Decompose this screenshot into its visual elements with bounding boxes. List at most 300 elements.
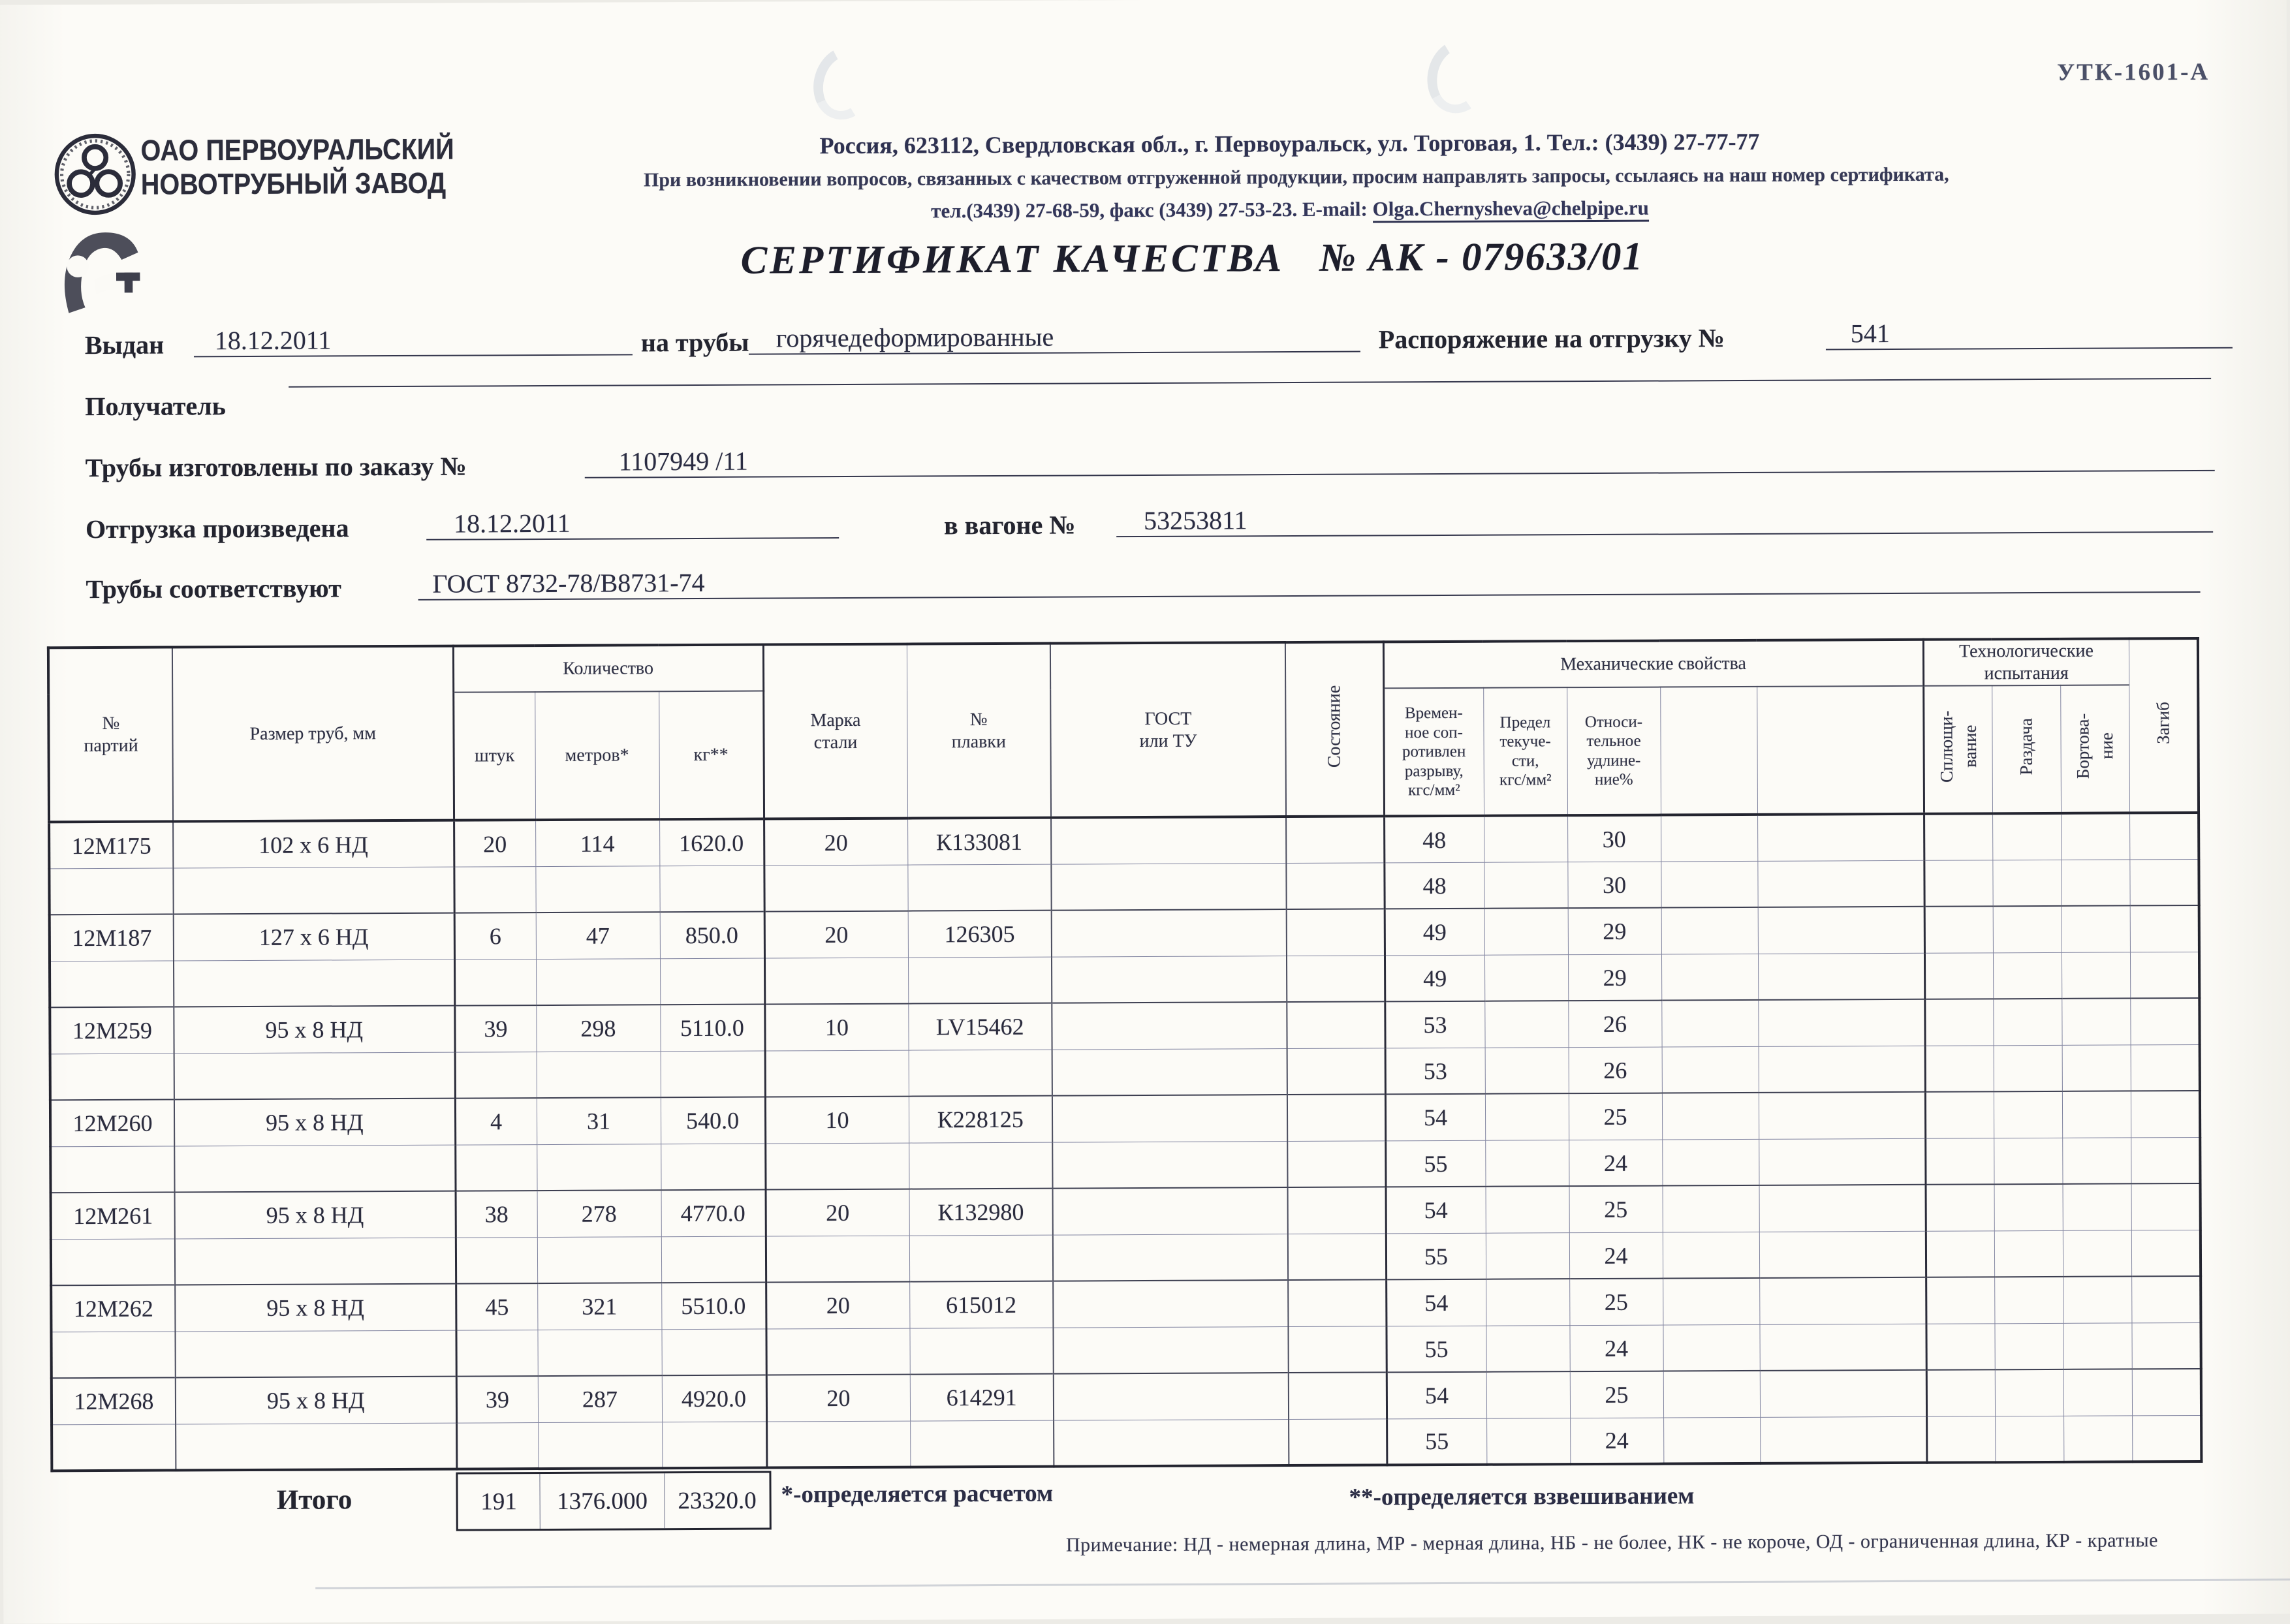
cell-steel-grade (766, 1236, 909, 1283)
cell-steel-grade (764, 865, 907, 912)
cell-blank-2 (1759, 1231, 1926, 1278)
cell-steel-grade (766, 1328, 909, 1375)
cell-blank-2 (1757, 814, 1924, 861)
col-header-flanging (2060, 685, 2129, 813)
cell-expansion (1995, 1369, 2063, 1416)
cell-gost (1053, 1234, 1288, 1281)
cell-state (1288, 1234, 1386, 1281)
cell-bend (2130, 998, 2199, 1044)
cell-yield (1484, 1001, 1568, 1048)
cell-blank-2 (1758, 907, 1924, 954)
cell-pieces: 4 (455, 1098, 537, 1145)
cell-batch: 12М260 (50, 1100, 174, 1147)
cell-expansion (1993, 999, 2062, 1045)
cell-steel-grade (765, 1143, 909, 1190)
cell-kg: 5110.0 (660, 1005, 764, 1052)
cell-flattening (1925, 1046, 1994, 1092)
cell-bend (2132, 1369, 2201, 1415)
flanging-vertical-label: Бортова- ние (2073, 713, 2117, 779)
title-main: СЕРТИФИКАТ КАЧЕСТВА (740, 236, 1285, 283)
cell-kg: 5510.0 (661, 1283, 766, 1330)
cell-size (175, 1238, 456, 1285)
cell-meters: 321 (537, 1283, 661, 1330)
cell-yield (1486, 1186, 1569, 1233)
col-header-blank-2 (1757, 686, 1924, 815)
cell-heat-number (907, 864, 1051, 911)
cell-yield (1485, 1047, 1569, 1094)
cell-elongation: 29 (1568, 908, 1661, 955)
cell-meters: 278 (537, 1191, 661, 1238)
cell-expansion (1993, 952, 2062, 999)
conform-value: ГОСТ 8732-78/В8731-74 (418, 561, 2200, 601)
cell-flattening (1924, 999, 1993, 1046)
cell-bend (2131, 1276, 2201, 1322)
cell-meters: 298 (536, 1005, 660, 1052)
cell-yield (1484, 815, 1567, 862)
col-header-kg: кг** (659, 691, 764, 820)
cell-flanging (2063, 1369, 2132, 1416)
totals-meters: 1376.000 (539, 1473, 664, 1529)
cell-heat-number (908, 957, 1052, 1004)
cell-bend (2132, 1415, 2201, 1461)
cell-tensile: 55 (1386, 1326, 1486, 1373)
cell-yield (1486, 1279, 1569, 1326)
cell-kg (661, 1144, 765, 1191)
cell-gost (1053, 1280, 1288, 1328)
cell-flanging (2063, 1323, 2131, 1369)
receiver-value (289, 378, 2211, 388)
cell-expansion (1995, 1416, 2063, 1462)
cell-blank-1 (1661, 861, 1757, 908)
cell-steel-grade: 10 (765, 1097, 909, 1144)
issued-label: Выдан (84, 330, 165, 360)
cell-size: 95 х 8 НД (175, 1191, 456, 1239)
cell-flattening (1925, 1092, 1994, 1138)
cell-expansion (1994, 1091, 2062, 1138)
cell-flanging (2062, 906, 2130, 952)
title-number: № АК - 079633/01 (1319, 234, 1644, 280)
expansion-vertical-label: Раздача (2016, 717, 2037, 775)
cell-gost (1052, 1141, 1287, 1189)
cell-flanging (2062, 1045, 2131, 1091)
cell-batch: 12М262 (51, 1285, 175, 1332)
rst-certification-mark-icon (57, 225, 149, 320)
cell-batch (52, 1424, 176, 1471)
cell-elongation: 25 (1569, 1279, 1663, 1326)
cell-pieces: 20 (454, 820, 535, 867)
cell-heat-number: 615012 (909, 1281, 1053, 1328)
cell-blank-2 (1759, 1046, 1925, 1093)
cell-bend (2131, 1091, 2200, 1137)
cell-steel-grade: 20 (766, 1282, 909, 1329)
cell-batch (50, 961, 174, 1008)
scan-edge-line (315, 1578, 2290, 1589)
cell-steel-grade: 20 (766, 1375, 910, 1422)
cell-state (1287, 956, 1385, 1003)
cell-blank-1 (1663, 1278, 1759, 1325)
conform-label: Трубы соответствуют (86, 573, 341, 604)
flattening-vertical-label: Сплющи- вание (1936, 710, 1980, 783)
cell-heat-number: 614291 (910, 1374, 1054, 1421)
cell-state (1288, 1326, 1386, 1373)
cell-state (1289, 1419, 1387, 1466)
col-header-tensile: Времен- ное соп- ротивлен разрыву, кгс/мм² (1383, 688, 1484, 817)
cell-kg (659, 866, 764, 913)
cell-elongation: 24 (1569, 1325, 1663, 1372)
cell-steel-grade (764, 958, 908, 1005)
cell-size (175, 1330, 456, 1378)
cell-heat-number: К228125 (909, 1096, 1052, 1143)
cell-gost (1053, 1326, 1288, 1374)
cell-pieces (455, 1052, 537, 1099)
cell-pieces (454, 866, 535, 913)
cell-bend (2131, 1230, 2201, 1276)
cell-yield (1486, 1325, 1569, 1372)
company-logo-icon (53, 133, 137, 220)
cell-tensile: 55 (1387, 1418, 1486, 1465)
col-group-quantity: Количество (453, 645, 763, 693)
cell-flanging (2063, 1277, 2131, 1323)
wagon-value: 53253811 (1116, 501, 2213, 537)
cell-kg: 4770.0 (661, 1190, 766, 1237)
cell-elongation: 30 (1567, 815, 1661, 862)
cell-heat-number (909, 1235, 1053, 1282)
cell-flattening (1924, 860, 1992, 907)
cell-pieces: 38 (456, 1191, 537, 1238)
cell-flanging (2061, 813, 2129, 860)
cell-yield (1484, 908, 1568, 955)
scan-artifact-arc (804, 38, 885, 127)
cell-flanging (2062, 1091, 2131, 1138)
cell-tensile: 54 (1385, 1094, 1485, 1141)
cell-yield (1486, 1418, 1570, 1465)
cell-pieces (456, 1330, 537, 1377)
cell-elongation: 25 (1569, 1093, 1662, 1140)
cell-state (1287, 1141, 1385, 1188)
cell-elongation: 25 (1570, 1371, 1663, 1418)
cell-blank-1 (1663, 1324, 1759, 1371)
form-code: УТК-1601-А (2056, 58, 2210, 86)
cell-elongation: 26 (1569, 1047, 1662, 1094)
address-line-3 (572, 195, 2008, 225)
col-header-meters: метров* (535, 692, 659, 820)
cell-meters: 31 (537, 1098, 661, 1145)
bend-vertical-label: Загиб (2153, 701, 2173, 744)
col-header-expansion (1992, 685, 2061, 813)
cell-meters: 287 (538, 1376, 662, 1423)
cell-state (1287, 1095, 1385, 1142)
cell-heat-number (909, 1050, 1052, 1097)
cell-flattening (1926, 1277, 1994, 1324)
cell-blank-1 (1663, 1232, 1759, 1279)
cell-flattening (1926, 1370, 1995, 1416)
cell-kg (662, 1422, 766, 1469)
wagon-label: в вагоне № (944, 510, 1076, 540)
cell-state (1288, 1187, 1386, 1234)
cell-kg: 540.0 (661, 1097, 765, 1144)
company-name (140, 133, 454, 202)
col-header-elongation: Относи- тельное удлине- ние% (1567, 687, 1661, 816)
cell-expansion (1994, 1230, 2063, 1277)
footnote-calculated: *-определяется расчетом (781, 1480, 1054, 1508)
cell-size (176, 1423, 456, 1471)
cell-heat-number (910, 1420, 1054, 1467)
cell-bend (2131, 1137, 2200, 1183)
cell-gost (1054, 1419, 1289, 1467)
cell-meters (537, 1330, 661, 1377)
cell-bend (2130, 905, 2199, 952)
col-header-gost: ГОСТ или ТУ (1050, 642, 1286, 818)
col-header-batch: № партий (48, 647, 173, 822)
pipes-label: на трубы (640, 327, 749, 358)
cell-elongation: 25 (1569, 1186, 1663, 1233)
cell-tensile: 54 (1387, 1372, 1486, 1419)
cell-flanging (2062, 952, 2130, 999)
cell-blank-1 (1661, 954, 1758, 1001)
state-vertical-label: Состояние (1324, 685, 1345, 768)
cell-bend (2131, 1322, 2201, 1369)
cell-kg (661, 1236, 766, 1283)
cell-batch: 12М268 (52, 1378, 176, 1425)
cell-batch (51, 1239, 175, 1286)
cell-pieces (456, 1422, 538, 1469)
cell-heat-number: К133081 (907, 818, 1051, 865)
cell-flanging (2062, 999, 2130, 1045)
table-body (49, 813, 2201, 1471)
cell-size: 127 х 6 НД (174, 913, 454, 961)
address-line-1: Россия, 623112, Свердловская обл., г. Первоуральск, ул. Торговая, 1. Тел.: (3439) 27-77-77 (819, 128, 1760, 159)
cell-expansion (1993, 906, 2062, 952)
cell-batch (50, 1054, 174, 1101)
cell-flattening (1924, 953, 1993, 999)
cell-tensile: 48 (1384, 862, 1484, 909)
cell-flanging (2063, 1230, 2131, 1277)
cell-expansion (1994, 1045, 2062, 1091)
made-order-label: Трубы изготовлены по заказу № (85, 451, 467, 483)
cell-tensile: 48 (1384, 816, 1484, 863)
cell-blank-2 (1757, 860, 1924, 907)
cell-heat-number: LV15462 (908, 1003, 1052, 1050)
col-header-blank-1 (1660, 687, 1757, 815)
cell-elongation: 24 (1569, 1232, 1663, 1279)
footnote-weighed: **-определяется взвешиванием (1349, 1482, 1695, 1511)
address-line-2: При возникновении вопросов, связанных с качеством отгруженной продукции, просим направлять запросы, ссылаясь на наш номер сертификата, (643, 163, 1949, 191)
cell-steel-grade: 20 (764, 911, 908, 958)
col-header-bend (2129, 638, 2199, 813)
cell-flattening (1926, 1416, 1995, 1463)
cell-size: 95 х 8 НД (174, 1099, 455, 1146)
cell-steel-grade: 20 (764, 819, 907, 866)
footnote-abbreviations: Примечание: НД - немерная длина, МР - мерная длина, НБ - не более, НК - не короче, ОД - ограниченная длина, КР - кратные (1065, 1529, 2159, 1556)
cell-state (1287, 1002, 1385, 1049)
cell-tensile: 49 (1385, 955, 1484, 1002)
cell-expansion (1992, 860, 2061, 906)
cell-steel-grade (766, 1421, 910, 1468)
cell-gost (1052, 956, 1287, 1003)
cell-blank-2 (1759, 1277, 1926, 1324)
cell-kg: 4920.0 (662, 1375, 766, 1422)
cell-tensile: 54 (1386, 1279, 1486, 1326)
cell-expansion (1994, 1184, 2063, 1230)
table-row (52, 1415, 2201, 1471)
cell-flanging (2063, 1184, 2131, 1230)
cell-state (1286, 863, 1384, 910)
cell-kg (661, 1051, 765, 1098)
col-group-technological: Технологические испытания (1923, 638, 2129, 686)
cell-size: 102 х 6 НД (173, 820, 454, 868)
cell-size: 95 х 8 НД (176, 1377, 456, 1424)
cell-size: 95 х 8 НД (174, 1006, 454, 1054)
cell-blank-1 (1661, 815, 1757, 862)
totals-label: Итого (276, 1484, 353, 1516)
email-text: Olga.Chernysheva@chelpipe.ru (1372, 196, 1648, 223)
cell-tensile: 53 (1385, 1001, 1484, 1048)
totals-pieces: 191 (480, 1488, 517, 1515)
cell-elongation: 30 (1567, 862, 1661, 909)
col-header-heat-number: № плавки (907, 644, 1051, 819)
phone-fax-text: тел.(3439) 27-68-59, факс (3439) 27-53-23. E-mail: (931, 197, 1373, 223)
cell-batch: 12М259 (50, 1007, 174, 1054)
pipe-batches-table (47, 637, 2203, 1473)
cell-tensile: 54 (1386, 1187, 1486, 1234)
cell-gost (1054, 1373, 1289, 1420)
cell-steel-grade: 20 (766, 1189, 909, 1236)
cell-heat-number: К132980 (909, 1189, 1053, 1236)
cell-blank-2 (1759, 1324, 1926, 1371)
cell-yield (1486, 1232, 1569, 1279)
col-header-size: Размер труб, мм (172, 646, 454, 822)
totals-box (456, 1471, 771, 1531)
cell-blank-1 (1661, 907, 1758, 954)
cell-state (1287, 909, 1385, 956)
cell-flanging (2062, 1138, 2131, 1184)
cell-expansion (1992, 813, 2061, 860)
cell-elongation: 29 (1568, 954, 1661, 1001)
col-header-steel-grade: Марка стали (763, 644, 907, 819)
cell-gost (1052, 1048, 1287, 1096)
cell-tensile: 49 (1385, 909, 1484, 956)
col-header-flattening (1923, 686, 1992, 814)
cell-tensile: 55 (1385, 1140, 1485, 1187)
cell-pieces (456, 1237, 537, 1284)
cell-kg: 850.0 (660, 912, 764, 959)
cell-batch (51, 1332, 175, 1379)
cell-size (174, 1145, 455, 1193)
cell-pieces: 6 (454, 913, 536, 960)
cell-flattening (1924, 907, 1993, 953)
cell-yield (1484, 954, 1568, 1001)
cell-blank-1 (1663, 1371, 1760, 1418)
cell-kg: 1620.0 (659, 819, 764, 866)
cell-yield (1485, 1093, 1569, 1140)
cell-elongation: 24 (1569, 1140, 1662, 1187)
cell-blank-2 (1758, 999, 1924, 1046)
cell-flattening (1926, 1231, 1994, 1277)
cell-flanging (2061, 860, 2129, 906)
totals-kg: 23320.0 (664, 1473, 769, 1529)
company-name-line2: НОВОТРУБНЫЙ ЗАВОД (140, 166, 447, 201)
cell-blank-2 (1760, 1370, 1926, 1417)
cell-gost (1051, 817, 1286, 864)
cell-meters (538, 1422, 662, 1469)
cell-steel-grade (765, 1050, 909, 1097)
cell-blank-1 (1662, 1139, 1759, 1186)
cell-bend (2129, 859, 2199, 905)
cell-state (1286, 817, 1384, 864)
cell-meters (537, 1144, 661, 1191)
cell-elongation: 26 (1568, 1001, 1661, 1048)
cell-blank-1 (1662, 1046, 1759, 1093)
made-order-value: 1107949 /11 (585, 439, 2215, 478)
cell-meters (535, 866, 659, 913)
cell-meters: 47 (536, 913, 660, 960)
cell-yield (1485, 1140, 1569, 1187)
cell-kg (660, 958, 764, 1005)
shipped-value: 18.12.2011 (426, 507, 839, 540)
cell-heat-number (909, 1328, 1053, 1375)
col-group-mechanical: Механические свойства (1383, 640, 1923, 689)
cell-gost (1052, 1002, 1287, 1050)
issued-value: 18.12.2011 (194, 323, 633, 357)
cell-meters (537, 1052, 661, 1099)
receiver-label: Получатель (85, 391, 226, 422)
cell-meters (536, 959, 660, 1006)
cell-meters (537, 1237, 661, 1284)
scan-artifact-arc (1420, 33, 1497, 119)
cell-gost (1052, 909, 1287, 957)
cell-steel-grade: 10 (764, 1004, 908, 1051)
cell-flattening (1926, 1324, 1994, 1370)
cell-blank-1 (1663, 1417, 1760, 1464)
cell-blank-2 (1758, 953, 1924, 1000)
cell-size (173, 867, 454, 914)
cell-batch: 12М175 (49, 822, 173, 869)
cell-tensile: 53 (1385, 1048, 1485, 1095)
cell-elongation: 24 (1570, 1418, 1663, 1465)
cell-flanging (2063, 1416, 2132, 1462)
cell-blank-2 (1759, 1185, 1926, 1232)
cell-blank-2 (1759, 1138, 1925, 1185)
cell-state (1287, 1048, 1385, 1095)
cell-flattening (1926, 1185, 1994, 1231)
cell-size (174, 960, 454, 1007)
cell-bend (2129, 813, 2199, 859)
cell-pieces: 45 (456, 1283, 537, 1330)
cell-bend (2131, 1044, 2200, 1091)
cell-expansion (1994, 1323, 2063, 1369)
cell-pieces: 39 (454, 1005, 536, 1052)
col-header-pieces: штук (453, 692, 535, 820)
ship-order-value: 541 (1826, 317, 2233, 351)
cell-pieces: 39 (456, 1376, 538, 1423)
company-name-line1: ОАО ПЕРВОУРАЛЬСКИЙ (140, 132, 454, 167)
cell-state (1288, 1280, 1386, 1327)
cell-size (174, 1052, 455, 1100)
cell-gost (1053, 1187, 1288, 1235)
cell-tensile: 55 (1386, 1233, 1486, 1280)
cell-size: 95 х 8 НД (175, 1284, 456, 1332)
cell-batch: 12М187 (50, 914, 174, 961)
cell-yield (1484, 862, 1567, 909)
cell-blank-2 (1759, 1092, 1925, 1139)
cell-batch (49, 868, 173, 915)
cell-flattening (1925, 1138, 1994, 1185)
cell-blank-1 (1663, 1185, 1759, 1232)
cell-bend (2131, 1183, 2201, 1230)
cell-batch: 12М261 (51, 1193, 175, 1240)
cell-bend (2130, 952, 2199, 998)
shipped-label: Отгрузка произведена (86, 513, 349, 544)
